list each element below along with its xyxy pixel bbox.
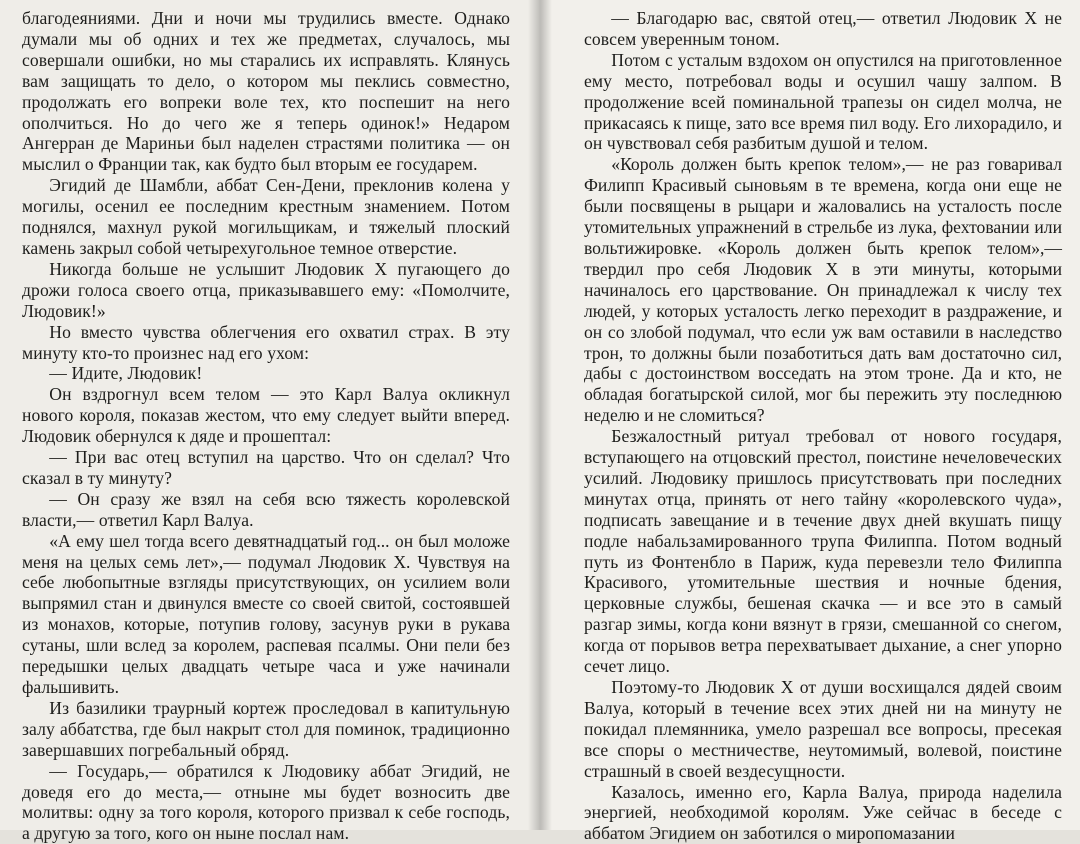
paragraph: — Государь,— обратился к Людовику аббат Эгидий, не доведя его до места,— отныне мы будет возносить две молитвы: одну за того короля, которого призвал к себе господь, а другую за того, кого он ныне послал нам. [22, 760, 510, 844]
paragraph: благодеяниями. Дни и ночи мы трудились вместе. Однако думали мы об одних и тех же предметах, случалось, мы совершали ошибки, но мы старались их исправлять. Клянусь вам защищать то дело, о котором мы пеклись совместно, продолжать его вопреки воле тех, кто поспешит на него ополчиться. Но до чего же я теперь одинок!» Недаром Ангерран де Мариньи был наделен страстями политика — он мыслил о Франции так, как будто был вторым ее государем. [22, 8, 510, 175]
paragraph: «А ему шел тогда всего девятнадцатый год... он был моложе меня на целых семь лет»,— подумал Людовик X. Чувствуя на себе любопытные взгляды присутствующих, он усилием воли выпрямил стан и двинулся вместе со своей свитой, состоявшей из монахов, которые, потупив голову, засунув руки в рукава сутаны, шли вслед за королем, распевая псалмы. Они пели без передышки целых двадцать четыре часа и уже начинали фальшивить. [22, 530, 510, 697]
paragraph: — Идите, Людовик! [49, 363, 203, 384]
paragraph: Безжалостный ритуал требовал от нового государя, вступающего на отцовский престол, поистине нечеловеческих усилий. Людовику пришлось присутствовать при последних минутах отца, принять от него тайну «королевского чуда», подписать завещание и в течение двух дней вкушать пищу подле набальзамированного трупа Филиппа. Потом водный путь из Фонтенбло в Париж, куда перевезли тело Филиппа Красивого, утомительные шествия и ночные бдения, церковные службы, бешеная скачка — и все это в самый разгар зимы, когда кони вязнут в грязи, смешанной со снегом, когда от порывов ветра перехватывает дыхание, а снег упорно сечет лицо. [584, 426, 1062, 677]
paragraph: Потом с усталым вздохом он опустился на приготовленное ему место, потребовал воды и осушил чашу залпом. В продолжение всей поминальной трапезы он сидел молча, не прикасаясь к пище, зато все время пил воду. Его лихорадило, и он чувствовал себя разбитым душой и телом. [584, 49, 1062, 154]
paragraph: Из базилики траурный кортеж проследовал в капитульную залу аббатства, где был накрыт стол для поминок, традиционно завершавших погребальный обряд. [22, 697, 510, 760]
paragraph: Он вздрогнул всем телом — это Карл Валуа окликнул нового короля, показав жестом, что ему следует выйти вперед. Людовик обернулся к дяде и прошептал: [22, 384, 510, 447]
paragraph: Но вместо чувства облегчения его охватил страх. В эту минуту кто-то произнес над его ухом: [22, 321, 510, 363]
paragraph: Казалось, именно его, Карла Валуа, природа наделила энергией, необходимой королям. Уже сейчас в беседе с аббатом Эгидием он заботился о миропомазании [584, 781, 1062, 844]
paragraph: — При вас отец вступил на царство. Что он сделал? Что сказал в ту минуту? [22, 447, 510, 488]
paragraph: «Король должен быть крепок телом»,— не раз говаривал Филипп Красивый сыновьям в те времена, когда они еще не были посвящены в рыцари и жаловались на усталость после утомительных упражнений в стрельбе из лука, фехтовании или вольтижировке. «Король должен быть крепок телом»,— твердил про себя Людовик X в эти минуты, которыми начиналось его царствование. Он принадлежал к числу тех людей, у которых усталость легко переходит в раздражение, и он со злобой подумал, что если уж вам оставили в наследство трон, то должны были позаботиться дать вам достаточно сил, дабы с достоинством восседать на этом троне. Да и кто, не обладая богатырской силой, мог бы пережить эту последнюю неделю и не сломиться? [584, 154, 1062, 426]
paragraph: Эгидий де Шамбли, аббат Сен-Дени, преклонив колена у могилы, осенил ее последним крестным знамением. Потом поднялся, махнул рукой могильщикам, и тяжелый плоский камень закрыл собой четырехугольное темное отверстие. [22, 175, 510, 258]
paragraph: Поэтому-то Людовик X от души восхищался дядей своим Валуа, который в течение всех этих дней ни на минуту не покидал племянника, умело разрешал все вопросы, пресекая все споры о местничестве, неутомимый, волевой, поистине страшный в своей вездесущности. [584, 677, 1062, 781]
right-page [540, 0, 1080, 844]
paragraph: — Благодарю вас, святой отец,— ответил Людовик X не совсем уверенным тоном. [584, 8, 1062, 49]
paragraph: Никогда больше не услышит Людовик X пугающего до дрожи голоса своего отца, приказывавшего ему: «Помолчите, Людовик!» [22, 258, 510, 321]
page-gutter [528, 0, 552, 830]
paragraph: — Он сразу же взял на себя всю тяжесть королевской власти,— ответил Карл Валуа. [22, 488, 510, 530]
